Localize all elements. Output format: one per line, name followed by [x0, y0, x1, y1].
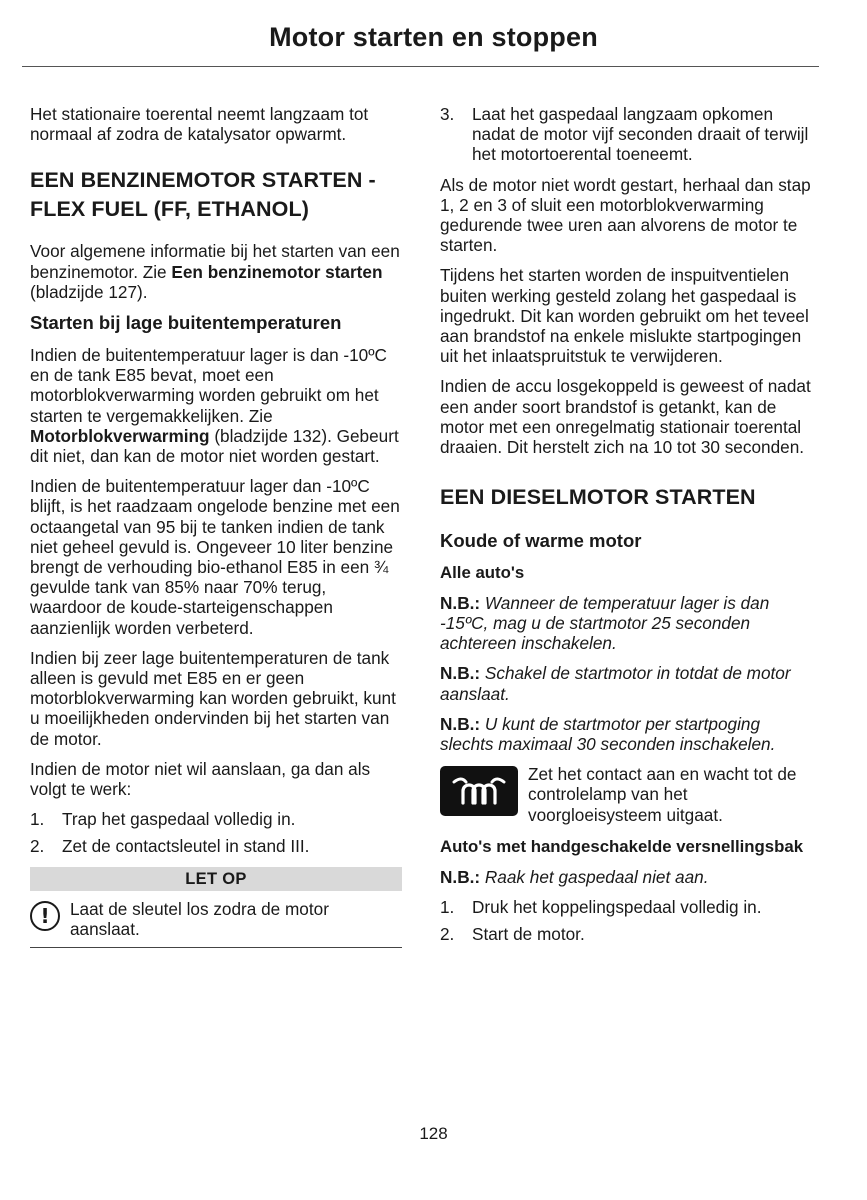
section-heading-diesel: EEN DIESELMOTOR STARTEN	[440, 485, 756, 510]
list-item	[30, 836, 402, 856]
note-paragraph	[440, 663, 815, 703]
note-text: Raak het gaspedaal niet aan.	[480, 866, 709, 887]
intro-paragraph: Het stationaire toerental neemt langzaam tot normaal af zodra de katalysator opwarmt.	[30, 104, 369, 145]
step-text: Druk het koppelingspedaal volledig in.	[472, 896, 762, 917]
start-steps-list	[30, 809, 402, 856]
step-text: Trap het gaspedaal volledig in.	[62, 809, 296, 830]
step-text: Start de motor.	[472, 924, 585, 945]
cold-start-paragraph-1	[30, 345, 402, 466]
list-item	[440, 924, 815, 944]
section-heading-flex-fuel: EEN BENZINEMOTOR STARTEN - FLEX FUEL (FF, ETHANOL)	[30, 168, 376, 221]
cross-reference-engine-block-heater[interactable]: Motorblokverwarming	[30, 425, 210, 446]
injectors-paragraph: Tijdens het starten worden de inspuitventielen buiten werking gesteld zolang het gaspedaal is ingedrukt. Dit kan worden gebruikt om het teveel aan brandstof na enkele mislukte startpogingen uit het inlaatspruitstuk te verwijderen.	[440, 265, 809, 367]
note-text: U kunt de startmotor per startpoging slechts maximaal 30 seconden inschakelen.	[440, 713, 776, 754]
title-divider	[22, 66, 819, 67]
cold-start-paragraph-3: Indien bij zeer lage buitentemperaturen de tank alleen is gevuld met E85 en er geen motorblokverwarming kan worden gebruikt, kunt u moeilijkheden ondervinden bij het starten van de motor.	[30, 647, 396, 749]
note-paragraph	[440, 867, 815, 887]
subheading-manual-transmission: Auto's met handgeschakelde versnellingsbak	[440, 836, 804, 856]
note-paragraph	[440, 593, 815, 654]
step-number: 3.	[440, 104, 455, 124]
step-text: Laat het gaspedaal langzaam opkomen nadat de motor vijf seconden draait of terwijl het motortoerental toeneemt.	[472, 104, 809, 165]
battery-paragraph: Indien de accu losgekoppeld is geweest of nadat een ander soort brandstof is getankt, kan de motor met een onregelmatig stationair toerental draaien. Dit herstelt zich na 10 tot 30 seconden.	[440, 376, 811, 458]
step-number: 1.	[440, 896, 455, 917]
step-number: 1.	[30, 809, 45, 830]
note-text: Wanneer de temperatuur lager is dan -15ºC, mag u de startmotor 25 seconden achtereen inschakelen.	[440, 592, 770, 654]
note-label: N.B.:	[440, 866, 481, 887]
step-number: 2.	[440, 924, 455, 945]
subheading-cold-start: Starten bij lage buitentemperaturen	[30, 312, 342, 334]
subheading-cold-warm-engine: Koude of warme motor	[440, 529, 642, 551]
cold-start-paragraph-2: Indien de buitentemperatuur lager dan -10ºC blijft, is het raadzaam ongelode benzine met een octaangetal van 95 bij te tanken indien de tank niet geheel gevuld is. Ongeveer 10 liter benzine brengt de verhouding bio-ethanol E85 in een ¾ gevulde tank van 85% naar 70% terug, waardoor de koude-starteigenschappen aanzienlijk worden verbeterd.	[30, 476, 400, 638]
glow-plug-text: Zet het contact aan en wacht tot de controlelamp van het voorgloeisysteem uitgaat.	[528, 764, 797, 825]
list-item	[440, 897, 815, 917]
page-number: 128	[419, 1124, 448, 1143]
glow-plug-icon	[440, 766, 518, 816]
general-info-text: Voor algemene informatie bij het starten van een benzinemotor. Zie	[30, 241, 400, 282]
no-start-paragraph: Indien de motor niet wil aanslaan, ga dan als volgt te werk:	[30, 758, 371, 800]
list-item	[440, 104, 815, 165]
start-steps-list-continued	[440, 104, 815, 165]
left-column	[30, 104, 402, 948]
note-label: N.B.:	[440, 592, 481, 613]
note-label: N.B.:	[440, 663, 481, 684]
subheading-all-cars: Alle auto's	[440, 562, 525, 582]
caution-header: LET OP	[30, 867, 402, 891]
glow-plug-instruction	[440, 764, 815, 825]
repeat-paragraph: Als de motor niet wordt gestart, herhaal dan stap 1, 2 en 3 of sluit een motorblokverwarming gedurende twee uren aan alvorens de motor te starten.	[440, 174, 811, 256]
general-info-paragraph	[30, 241, 402, 302]
right-column	[440, 104, 815, 954]
note-label: N.B.:	[440, 713, 481, 734]
note-text: Schakel de startmotor in totdat de motor aanslaat.	[440, 663, 791, 704]
warning-exclamation-icon: !	[30, 901, 60, 931]
cold-start-page-ref: (bladzijde 132). Gebeurt dit niet, dan kan de motor niet worden gestart.	[30, 425, 399, 467]
note-paragraph	[440, 714, 815, 754]
caution-box	[30, 867, 402, 948]
cross-reference-petrol-start[interactable]: Een benzinemotor starten	[171, 261, 383, 282]
list-item	[30, 809, 402, 829]
caution-text: Laat de sleutel los zodra de motor aanslaat.	[70, 898, 329, 939]
page-title: Motor starten en stoppen	[269, 22, 598, 52]
step-number: 2.	[30, 836, 45, 857]
cold-start-text: Indien de buitentemperatuur lager is dan -10ºC en de tank E85 bevat, moet een motorblokverwarming worden gebruikt om het starten te vergemakkelijken. Zie	[30, 345, 387, 426]
manual-steps-list	[440, 897, 815, 944]
step-text: Zet de contactsleutel in stand III.	[62, 836, 310, 857]
general-info-page-ref: (bladzijde 127).	[30, 281, 148, 302]
caution-body	[30, 891, 402, 947]
